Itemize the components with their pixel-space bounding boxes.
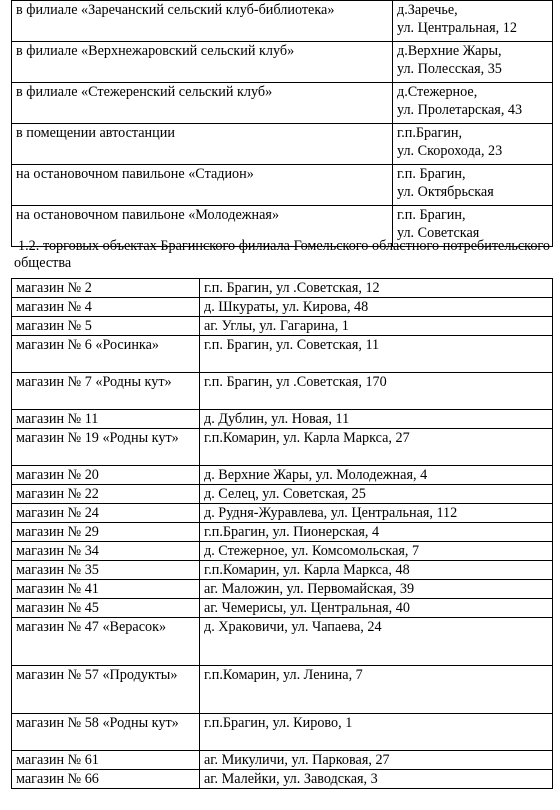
shop-address: аг. Чемерисы, ул. Центральная, 40 <box>200 599 553 618</box>
table-row <box>12 83 553 124</box>
address-line: д.Верхние Жары, <box>397 43 502 59</box>
outlet-address <box>393 83 553 124</box>
shop-address: г.п.Комарин, ул. Карла Маркса, 27 <box>200 429 553 466</box>
shop-address: г.п. Брагин, ул. Советская, 11 <box>200 336 553 373</box>
outlet-place: в филиале «Заречанский сельский клуб-библиотека» <box>12 1 393 42</box>
shop-address: г.п.Комарин, ул. Карла Маркса, 48 <box>200 561 553 580</box>
table-row <box>12 714 553 751</box>
shop-address: аг. Малейки, ул. Заводская, 3 <box>200 770 553 789</box>
shop-address: г.п.Брагин, ул. Пионерская, 4 <box>200 523 553 542</box>
table-row <box>12 561 553 580</box>
table-row <box>12 504 553 523</box>
table-row <box>12 373 553 410</box>
table-row <box>12 42 553 83</box>
shop-name: магазин № 5 <box>12 317 200 336</box>
outlet-address <box>393 42 553 83</box>
shop-name: магазин № 22 <box>12 485 200 504</box>
shop-address: г.п. Брагин, ул .Советская, 170 <box>200 373 553 410</box>
outlet-address <box>393 165 553 206</box>
shop-address: д. Храковичи, ул. Чапаева, 24 <box>200 618 553 666</box>
shop-address: д. Селец, ул. Советская, 25 <box>200 485 553 504</box>
shop-name: магазин № 4 <box>12 298 200 317</box>
address-line: д.Стежерное, <box>397 84 478 100</box>
shop-address: д. Шкураты, ул. Кирова, 48 <box>200 298 553 317</box>
shop-address: г.п.Брагин, ул. Кирово, 1 <box>200 714 553 751</box>
shop-name: магазин № 35 <box>12 561 200 580</box>
address-line: ул. Пролетарская, 43 <box>397 102 523 118</box>
shop-name: магазин № 41 <box>12 580 200 599</box>
outlet-place: на остановочном павильоне «Стадион» <box>12 165 393 206</box>
shop-address: аг. Микуличи, ул. Парковая, 27 <box>200 751 553 770</box>
outlet-address <box>393 124 553 165</box>
shop-name: магазин № 29 <box>12 523 200 542</box>
address-line: ул. Октябрьская <box>397 184 494 200</box>
address-line: ул. Советская <box>397 225 480 241</box>
shop-name: магазин № 58 «Родны кут» <box>12 714 200 751</box>
table-row <box>12 523 553 542</box>
table-row <box>12 485 553 504</box>
address-line: ул. Центральная, 12 <box>397 20 517 36</box>
shop-address: д. Стежерное, ул. Комсомольская, 7 <box>200 542 553 561</box>
address-line: д.Заречье, <box>397 2 458 18</box>
table-row <box>12 542 553 561</box>
outlet-place: в помещении автостанции <box>12 124 393 165</box>
table-row <box>12 466 553 485</box>
section-heading: 1.2. торговых объектах Брагинского филиала Гомельского областного потребительского общества <box>14 238 550 271</box>
shop-name: магазин № 24 <box>12 504 200 523</box>
table-row <box>12 580 553 599</box>
table-row <box>12 410 553 429</box>
shop-address: д. Рудня-Журавлева, ул. Центральная, 112 <box>200 504 553 523</box>
table-row <box>12 298 553 317</box>
address-line: ул. Полесская, 35 <box>397 61 502 77</box>
outlets-table <box>11 0 553 247</box>
table-row <box>12 317 553 336</box>
shop-address: г.п. Брагин, ул .Советская, 12 <box>200 279 553 298</box>
shop-name: магазин № 34 <box>12 542 200 561</box>
outlet-place: на остановочном павильоне «Молодежная» <box>12 206 393 247</box>
table-row <box>12 124 553 165</box>
shop-name: магазин № 20 <box>12 466 200 485</box>
table-row <box>12 618 553 666</box>
table-row <box>12 165 553 206</box>
table-row <box>12 336 553 373</box>
shops-table <box>11 278 553 789</box>
table-row <box>12 666 553 714</box>
outlet-place: в филиале «Стежеренский сельский клуб» <box>12 83 393 124</box>
shop-name: магазин № 45 <box>12 599 200 618</box>
shop-address: д. Дублин, ул. Новая, 11 <box>200 410 553 429</box>
table-row <box>12 599 553 618</box>
outlet-place: в филиале «Верхнежаровский сельский клуб» <box>12 42 393 83</box>
shop-name: магазин № 19 «Родны кут» <box>12 429 200 466</box>
shop-name: магазин № 2 <box>12 279 200 298</box>
shop-address: аг. Маложин, ул. Первомайская, 39 <box>200 580 553 599</box>
address-line: ул. Скорохода, 23 <box>397 143 503 159</box>
address-line: г.п. Брагин, <box>397 166 466 182</box>
shop-address: г.п.Комарин, ул. Ленина, 7 <box>200 666 553 714</box>
shop-name: магазин № 47 «Верасок» <box>12 618 200 666</box>
address-line: г.п.Брагин, <box>397 125 462 141</box>
shop-address: д. Верхние Жары, ул. Молодежная, 4 <box>200 466 553 485</box>
shop-name: магазин № 66 <box>12 770 200 789</box>
table-row <box>12 1 553 42</box>
outlet-address <box>393 1 553 42</box>
shop-name: магазин № 7 «Родны кут» <box>12 373 200 410</box>
table-row <box>12 279 553 298</box>
shop-name: магазин № 61 <box>12 751 200 770</box>
table-row <box>12 751 553 770</box>
shop-name: магазин № 11 <box>12 410 200 429</box>
table-row <box>12 429 553 466</box>
table-row <box>12 770 553 789</box>
address-line: г.п. Брагин, <box>397 207 466 223</box>
shop-name: магазин № 57 «Продукты» <box>12 666 200 714</box>
shop-address: аг. Углы, ул. Гагарина, 1 <box>200 317 553 336</box>
shop-name: магазин № 6 «Росинка» <box>12 336 200 373</box>
